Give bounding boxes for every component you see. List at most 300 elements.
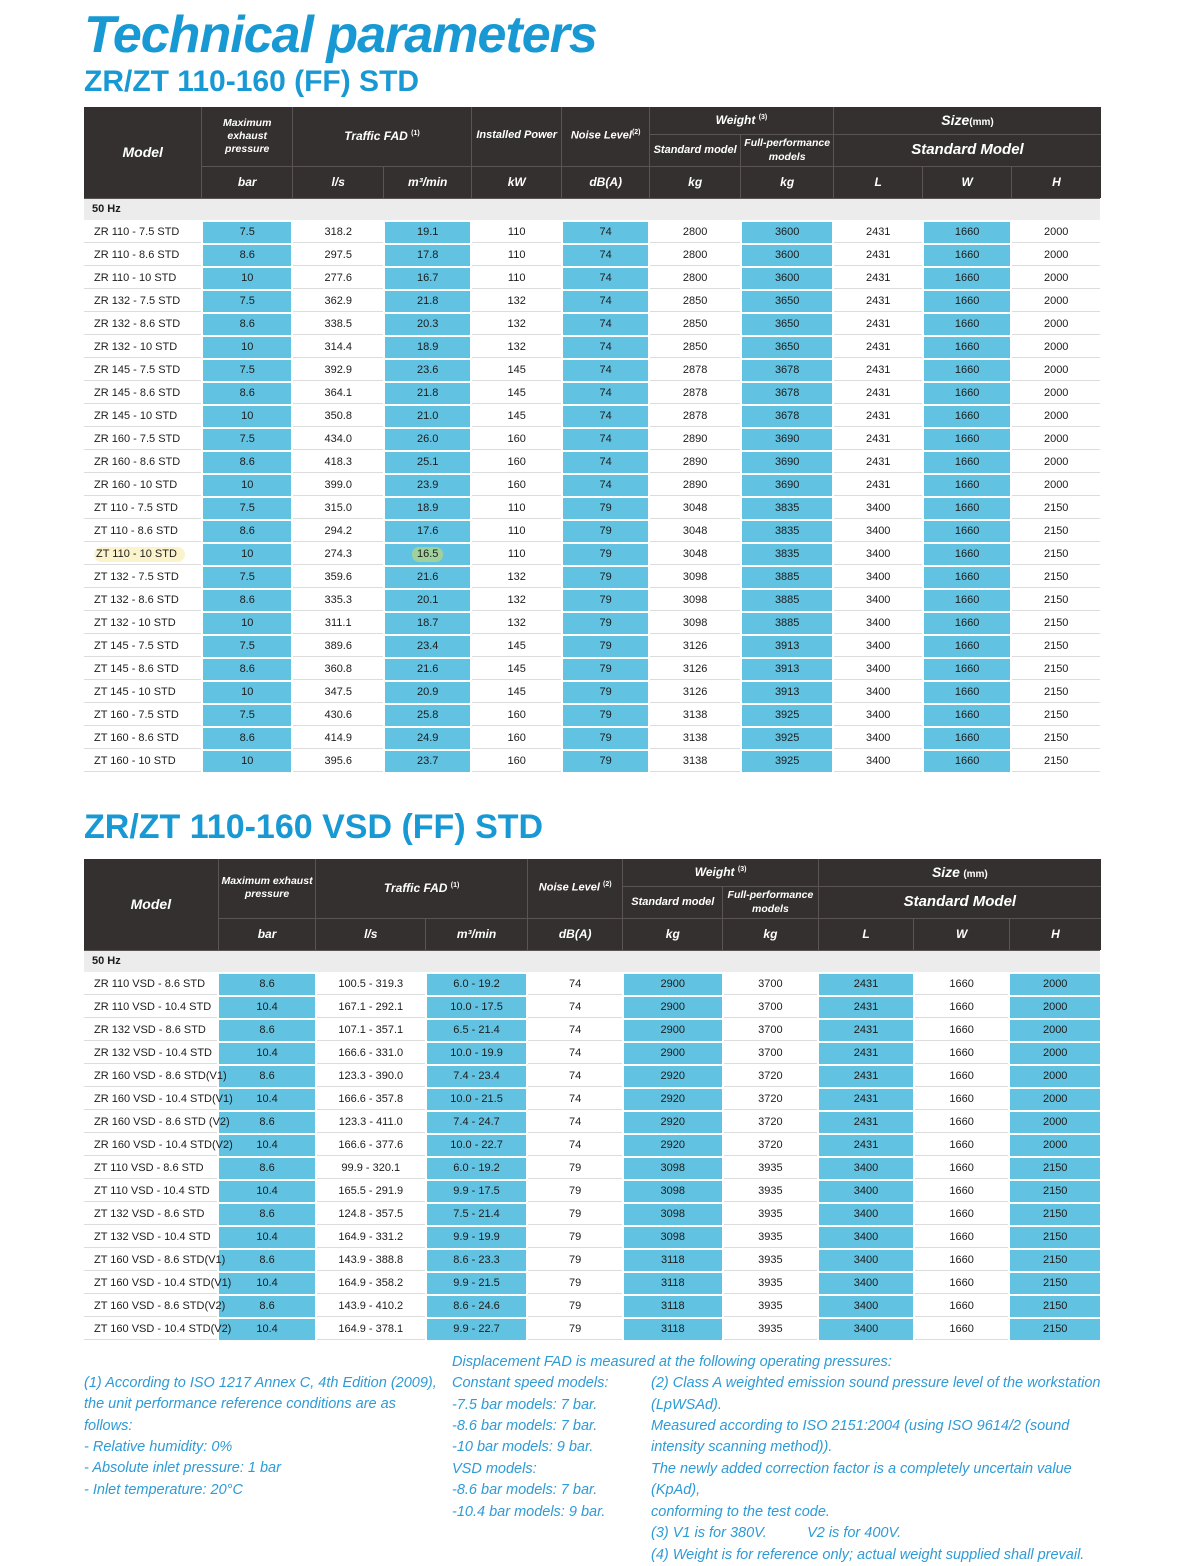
value-cell: 10.4 [218,1272,316,1295]
col-header-max-pressure: Maximum exhaust pressure [218,859,316,919]
value-cell: 2900 [623,1042,723,1065]
table-row [84,1318,1101,1341]
model-cell: ZR 132 - 7.5 STD [84,290,202,313]
value-cell: 74 [527,1065,623,1088]
value-cell: 8.6 [202,451,293,474]
value-cell: 21.8 [384,290,471,313]
value-cell: 2150 [1011,681,1101,704]
value-cell: 2000 [1011,267,1101,290]
value-cell: 2150 [1009,1295,1101,1318]
value-cell: 79 [527,1249,623,1272]
table-row [84,635,1101,658]
model-cell: ZR 110 VSD - 8.6 STD [84,973,218,996]
value-cell: 3098 [623,1226,723,1249]
value-cell: 3400 [818,1318,914,1341]
table-row [84,428,1101,451]
value-cell: 160 [471,750,562,773]
unit-label: L [818,919,914,951]
value-cell: 2431 [833,474,922,497]
value-cell: 8.6 - 23.3 [426,1249,528,1272]
value-cell: 2150 [1011,635,1101,658]
value-cell: 2000 [1011,221,1101,244]
unit-label: W [923,167,1011,199]
value-cell: 1660 [923,221,1011,244]
noise-label: Noise Level [570,129,632,142]
value-cell: 3885 [741,612,834,635]
table-row [84,750,1101,773]
value-cell: 145 [471,382,562,405]
value-cell: 3098 [623,1180,723,1203]
col-header-max-pressure: Maximum exhaust pressure [202,107,293,167]
model-cell: ZR 110 VSD - 10.4 STD [84,996,218,1019]
unit-label: L [833,167,922,199]
table-header [84,859,1101,951]
value-cell: 1660 [923,313,1011,336]
value-cell: 6.5 - 21.4 [426,1019,528,1042]
value-cell: 7.5 [202,428,293,451]
value-cell: 8.6 [202,244,293,267]
value-cell: 10.0 - 17.5 [426,996,528,1019]
value-cell: 25.8 [384,704,471,727]
value-cell: 3935 [723,1180,819,1203]
value-cell: 3835 [741,497,834,520]
value-cell: 2920 [623,1088,723,1111]
value-cell: 3138 [649,750,741,773]
value-cell: 3935 [723,1157,819,1180]
model-cell: ZR 160 VSD - 10.4 STD(V1) [84,1088,218,1111]
value-cell: 2150 [1011,589,1101,612]
value-cell: 74 [527,973,623,996]
col-header-installed-power: Installed Power [471,107,562,167]
section-title-std: ZR/ZT 110-160 (FF) STD [84,64,420,98]
value-cell: 143.9 - 410.2 [316,1295,426,1318]
table-row [84,1157,1101,1180]
value-cell: 3048 [649,543,741,566]
value-cell: 3400 [833,635,922,658]
value-cell: 3600 [741,267,834,290]
col-header-weight-standard: Standard model [649,135,741,167]
table-body [84,199,1101,773]
unit-label: dB(A) [527,919,623,951]
value-cell: 1660 [923,681,1011,704]
value-cell: 8.6 [218,1065,316,1088]
model-cell: ZR 160 VSD - 10.4 STD(V2) [84,1134,218,1157]
value-cell: 3690 [741,428,834,451]
model-cell: ZT 160 VSD - 10.4 STD(V1) [84,1272,218,1295]
value-cell: 74 [527,1042,623,1065]
value-cell: 17.6 [384,520,471,543]
value-cell: 20.9 [384,681,471,704]
unit-label: kW [471,167,562,199]
unit-label: m³/min [426,919,528,951]
value-cell: 1660 [923,428,1011,451]
value-cell: 74 [562,221,649,244]
footnote-line: - Relative humidity: 0% [84,1438,233,1455]
value-cell: 1660 [923,290,1011,313]
value-cell: 2431 [818,1019,914,1042]
value-cell: 1660 [914,996,1010,1019]
value-cell: 3098 [649,566,741,589]
value-cell: 2150 [1011,704,1101,727]
value-cell: 7.4 - 24.7 [426,1111,528,1134]
col-header-traffic-fad [316,859,528,919]
col-header-weight-standard: Standard model [623,887,723,919]
unit-label: l/s [316,919,426,951]
value-cell: 2431 [833,244,922,267]
value-cell: 2150 [1009,1180,1101,1203]
unit-label: W [914,919,1010,951]
value-cell: 10 [202,336,293,359]
value-cell: 3720 [723,1134,819,1157]
value-cell: 7.5 [202,566,293,589]
value-cell: 1660 [923,566,1011,589]
unit-label: bar [202,167,293,199]
value-cell: 1660 [923,497,1011,520]
value-cell: 359.6 [292,566,384,589]
value-cell: 2431 [818,1042,914,1065]
unit-label: kg [741,167,834,199]
value-cell: 3700 [723,996,819,1019]
value-cell: 8.6 [202,658,293,681]
col-header-size [833,107,1101,135]
value-cell: 74 [562,313,649,336]
unit-label: H [1011,167,1101,199]
value-cell: 143.9 - 388.8 [316,1249,426,1272]
value-cell: 1660 [923,267,1011,290]
table-row [84,313,1101,336]
table-row [84,474,1101,497]
table-row [84,1134,1101,1157]
value-cell: 8.6 [202,520,293,543]
value-cell: 2000 [1011,451,1101,474]
value-cell: 79 [527,1295,623,1318]
table-row [84,1111,1101,1134]
traffic-fad-label: Traffic FAD [344,128,408,143]
value-cell: 10.4 [218,1318,316,1341]
unit-label: dB(A) [562,167,649,199]
value-cell: 2150 [1011,520,1101,543]
value-cell: 3400 [833,681,922,704]
value-cell: 1660 [914,1295,1010,1318]
value-cell: 9.9 - 21.5 [426,1272,528,1295]
value-cell: 10 [202,474,293,497]
value-cell: 274.3 [292,543,384,566]
value-cell: 3098 [649,589,741,612]
value-cell: 132 [471,566,562,589]
value-cell: 79 [527,1226,623,1249]
value-cell: 3913 [741,658,834,681]
value-cell: 79 [562,681,649,704]
value-cell: 3126 [649,635,741,658]
value-cell: 2150 [1011,566,1101,589]
value-cell: 2150 [1011,658,1101,681]
footnote-line: VSD models: [452,1460,537,1477]
value-cell: 110 [471,497,562,520]
value-cell: 2890 [649,474,741,497]
value-cell: 2150 [1011,543,1101,566]
value-cell: 23.4 [384,635,471,658]
value-cell: 3935 [723,1203,819,1226]
model-cell: ZT 110 VSD - 10.4 STD [84,1180,218,1203]
unit-label: kg [723,919,819,951]
value-cell: 10 [202,750,293,773]
table-row [84,1042,1101,1065]
value-cell: 3400 [818,1180,914,1203]
value-cell: 3935 [723,1272,819,1295]
value-cell: 8.6 - 24.6 [426,1295,528,1318]
value-cell: 3700 [723,1042,819,1065]
value-cell: 145 [471,635,562,658]
value-cell: 18.9 [384,336,471,359]
col-header-size-standard-model: Standard Model [818,887,1101,919]
units-row [84,919,1101,951]
value-cell: 3690 [741,451,834,474]
value-cell: 2900 [623,1019,723,1042]
table-row [84,1065,1101,1088]
model-cell: ZT 160 VSD - 8.6 STD(V1) [84,1249,218,1272]
page-title: Technical parameters [84,6,597,64]
value-cell: 2000 [1009,996,1101,1019]
value-cell: 1660 [914,1226,1010,1249]
value-cell: 3400 [833,750,922,773]
table-row [84,244,1101,267]
value-cell: 74 [562,267,649,290]
value-cell: 3678 [741,405,834,428]
weight-sup: (3) [737,865,747,873]
value-cell: 2431 [833,267,922,290]
value-cell: 9.9 - 19.9 [426,1226,528,1249]
value-cell: 132 [471,589,562,612]
value-cell: 3600 [741,221,834,244]
footnote-line: (4) Weight is for reference only; actual weight supplied shall prevail. [651,1546,1085,1563]
value-cell: 79 [527,1203,623,1226]
table-header [84,107,1101,199]
value-cell: 160 [471,727,562,750]
col-header-noise-level [527,859,623,919]
noise-sup: (2) [631,129,641,137]
value-cell: 110 [471,543,562,566]
col-header-weight-full: Full-performance models [741,135,834,167]
value-cell: 8.6 [218,1019,316,1042]
value-cell: 160 [471,428,562,451]
value-cell: 3700 [723,1019,819,1042]
value-cell: 3400 [818,1203,914,1226]
value-cell: 3118 [623,1272,723,1295]
value-cell: 3935 [723,1318,819,1341]
value-cell: 3678 [741,359,834,382]
value-cell: 3720 [723,1065,819,1088]
value-cell [384,543,471,566]
section-title-vsd: ZR/ZT 110-160 VSD (FF) STD [84,807,544,846]
model-cell: ZT 110 VSD - 8.6 STD [84,1157,218,1180]
value-cell: 3138 [649,727,741,750]
value-cell: 7.5 [202,221,293,244]
value-cell: 74 [527,996,623,1019]
value-cell: 145 [471,658,562,681]
value-cell: 79 [562,589,649,612]
value-cell: 10 [202,543,293,566]
value-cell: 2150 [1009,1249,1101,1272]
value-cell: 20.3 [384,313,471,336]
value-cell: 74 [562,244,649,267]
value-cell: 7.5 [202,635,293,658]
value-cell: 297.5 [292,244,384,267]
value-cell: 2000 [1011,382,1101,405]
model-cell: ZR 110 - 8.6 STD [84,244,202,267]
value-cell: 3925 [741,704,834,727]
value-cell: 2150 [1009,1157,1101,1180]
value-cell: 79 [562,704,649,727]
table-row [84,405,1101,428]
value-cell: 9.9 - 22.7 [426,1318,528,1341]
value-cell: 3118 [623,1295,723,1318]
value-cell: 166.6 - 357.8 [316,1088,426,1111]
value-cell: 1660 [914,1019,1010,1042]
model-cell: ZT 132 VSD - 8.6 STD [84,1203,218,1226]
value-cell: 1660 [914,1134,1010,1157]
model-cell: ZR 160 - 8.6 STD [84,451,202,474]
value-cell: 2150 [1009,1272,1101,1295]
footnote-line: (3) V1 is for 380V. V2 is for 400V. [651,1525,902,1542]
value-cell: 3118 [623,1249,723,1272]
value-cell: 2431 [833,451,922,474]
value-cell: 26.0 [384,428,471,451]
value-cell: 74 [562,451,649,474]
unit-label: H [1009,919,1101,951]
value-cell: 10.4 [218,1042,316,1065]
value-cell: 2431 [833,405,922,428]
value-cell: 74 [527,1088,623,1111]
footnote-line: Measured according to ISO 2151:2004 (using ISO 9614/2 (sound [651,1417,1070,1434]
value-cell: 360.8 [292,658,384,681]
col-header-model: Model [84,107,202,199]
value-cell: 79 [527,1318,623,1341]
value-cell: 2920 [623,1111,723,1134]
model-cell: ZR 160 VSD - 8.6 STD (V2) [84,1111,218,1134]
value-cell: 2431 [833,313,922,336]
value-cell: 124.8 - 357.5 [316,1203,426,1226]
footnote-line: intensity scanning method)). [651,1439,833,1456]
value-cell: 6.0 - 19.2 [426,973,528,996]
value-cell: 3400 [818,1295,914,1318]
value-cell: 2800 [649,244,741,267]
value-cell: 2431 [818,1065,914,1088]
value-cell: 1660 [923,474,1011,497]
value-cell: 79 [562,658,649,681]
table-row [84,382,1101,405]
value-cell: 347.5 [292,681,384,704]
value-cell: 8.6 [218,1249,316,1272]
value-cell: 395.6 [292,750,384,773]
value-cell: 2431 [833,290,922,313]
table-row [84,1203,1101,1226]
col-header-model: Model [84,859,218,951]
value-cell: 392.9 [292,359,384,382]
value-cell: 2431 [818,973,914,996]
value-cell: 79 [562,497,649,520]
spec-table-std [84,107,1102,774]
units-row [84,167,1101,199]
value-cell: 311.1 [292,612,384,635]
value-cell: 2000 [1009,973,1101,996]
value-cell: 3400 [833,612,922,635]
footnote-line: -8.6 bar models: 7 bar. [452,1482,598,1499]
value-cell: 107.1 - 357.1 [316,1019,426,1042]
value-cell: 74 [562,405,649,428]
value-cell: 1660 [923,612,1011,635]
value-cell: 25.1 [384,451,471,474]
value-cell: 10 [202,612,293,635]
value-cell: 10 [202,405,293,428]
model-cell: ZT 132 - 7.5 STD [84,566,202,589]
value-cell: 79 [562,543,649,566]
footnote-block-notes [651,1373,1105,1566]
col-header-size [818,859,1101,887]
value-cell: 23.9 [384,474,471,497]
frequency-band-row [84,199,1101,221]
value-cell: 2431 [833,382,922,405]
value-cell: 3400 [833,658,922,681]
table-row [84,267,1101,290]
value-cell: 1660 [923,359,1011,382]
model-cell: ZT 160 VSD - 8.6 STD(V2) [84,1295,218,1318]
model-cell: ZT 132 VSD - 10.4 STD [84,1226,218,1249]
value-cell: 315.0 [292,497,384,520]
value-cell: 2920 [623,1065,723,1088]
noise-label: Noise Level [538,881,600,894]
value-cell: 110 [471,221,562,244]
value-cell: 74 [562,474,649,497]
value-cell: 364.1 [292,382,384,405]
value-cell: 74 [527,1111,623,1134]
value-cell: 10.4 [218,1088,316,1111]
value-cell: 164.9 - 331.2 [316,1226,426,1249]
value-cell: 2900 [623,973,723,996]
col-header-size-standard-model: Standard Model [833,135,1101,167]
value-cell: 418.3 [292,451,384,474]
value-cell: 1660 [923,382,1011,405]
model-cell: ZR 110 - 10 STD [84,267,202,290]
value-cell: 362.9 [292,290,384,313]
unit-label: kg [623,919,723,951]
value-cell: 318.2 [292,221,384,244]
table-row [84,973,1101,996]
model-cell: ZR 132 VSD - 8.6 STD [84,1019,218,1042]
value-cell: 23.6 [384,359,471,382]
value-cell: 2000 [1011,428,1101,451]
model-cell: ZR 160 VSD - 8.6 STD(V1) [84,1065,218,1088]
value-cell: 3885 [741,589,834,612]
value-cell: 18.9 [384,497,471,520]
value-cell: 79 [562,750,649,773]
model-cell: ZR 110 - 7.5 STD [84,221,202,244]
value-cell: 3935 [723,1295,819,1318]
highlighted-model: ZT 110 - 10 STD [94,547,185,562]
value-cell: 3048 [649,520,741,543]
table-row [84,1272,1101,1295]
weight-label: Weight [694,864,735,879]
value-cell: 1660 [914,1111,1010,1134]
value-cell: 21.6 [384,658,471,681]
size-mm-label: (mm) [969,116,994,128]
model-cell: ZR 145 - 7.5 STD [84,359,202,382]
value-cell: 6.0 - 19.2 [426,1157,528,1180]
value-cell: 21.0 [384,405,471,428]
table-row [84,336,1101,359]
frequency-band-row [84,951,1101,973]
value-cell: 3400 [818,1272,914,1295]
value-cell: 8.6 [218,1111,316,1134]
